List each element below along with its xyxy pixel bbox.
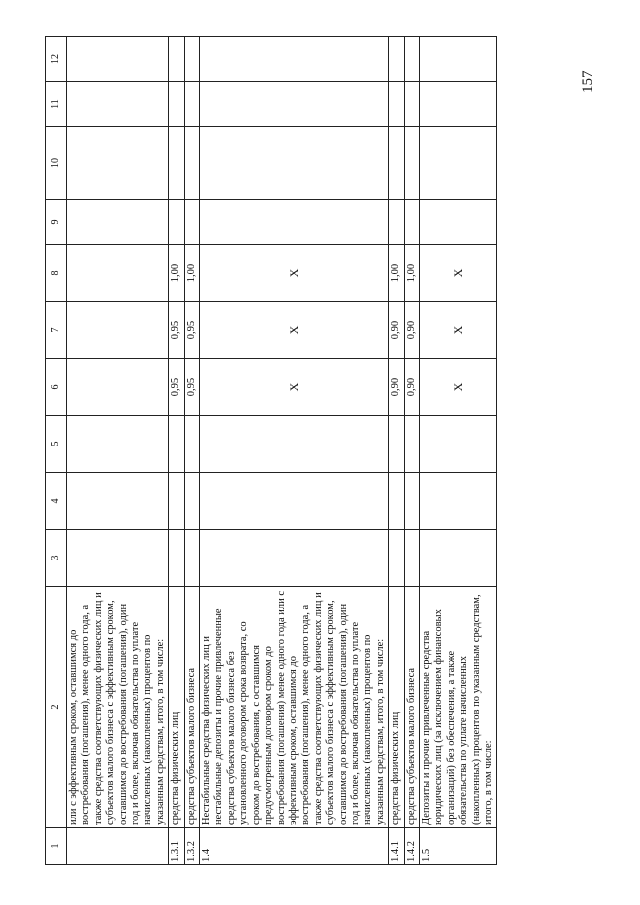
row-number	[67, 828, 169, 865]
header-col-11: 11	[46, 82, 67, 127]
row-col-6	[67, 359, 169, 416]
row-col-6: 0,95	[169, 359, 184, 416]
header-col-7: 7	[46, 302, 67, 359]
rotated-page	[45, 35, 605, 865]
header-col-1: 1	[46, 828, 67, 865]
row-description: средства физических лиц	[389, 587, 404, 828]
header-col-6: 6	[46, 359, 67, 416]
row-col-7: X	[200, 302, 389, 359]
row-col-8: 1,00	[404, 245, 419, 302]
row-number: 1.4.1	[389, 828, 404, 865]
row-col-7: 0,95	[184, 302, 199, 359]
row-col-8: 1,00	[389, 245, 404, 302]
header-col-2: 2	[46, 587, 67, 828]
row-number: 1.4.2	[404, 828, 419, 865]
row-number: 1.5	[419, 828, 496, 865]
row-description: или с эффективным сроком, оставшимся до востребования (погашения), менее одного года, а также средства соответствующих физических лиц и субъектов малого бизнеса с эффективным сроком, оставшимся до востребования (погашения), один год и более, включая обязательства по уплате начисленных (накопленных) процентов по указанным средствам, итого, в том числе:	[67, 587, 169, 828]
row-col-6: 0,90	[404, 359, 419, 416]
row-col-7	[67, 302, 169, 359]
row-col-8: 1,00	[184, 245, 199, 302]
header-col-8: 8	[46, 245, 67, 302]
row-description: средства физических лиц	[169, 587, 184, 828]
row-number: 1.3.2	[184, 828, 199, 865]
table-row	[419, 37, 496, 865]
table-row	[169, 37, 184, 865]
row-description: Депозиты и прочие привлеченные средства юридических лиц (за исключением финансовых организаций) без обеспечения, а также обязательства по уплате начисленных (накопленных) процентов по указанным средствам, итого, в том числе:	[419, 587, 496, 828]
row-description: средства субъектов малого бизнеса	[184, 587, 199, 828]
row-number: 1.4	[200, 828, 389, 865]
row-col-6: X	[200, 359, 389, 416]
row-col-7: 0,90	[404, 302, 419, 359]
table-row	[184, 37, 199, 865]
row-col-6: 0,90	[389, 359, 404, 416]
table-row	[404, 37, 419, 865]
table-row	[200, 37, 389, 865]
header-col-4: 4	[46, 473, 67, 530]
row-col-8: 1,00	[169, 245, 184, 302]
table-row	[389, 37, 404, 865]
header-col-3: 3	[46, 530, 67, 587]
row-col-8: X	[419, 245, 496, 302]
row-col-8	[67, 245, 169, 302]
row-col-7: 0,90	[389, 302, 404, 359]
row-col-7: X	[419, 302, 496, 359]
liquidity-table	[45, 36, 497, 865]
row-col-8: X	[200, 245, 389, 302]
row-number: 1.3.1	[169, 828, 184, 865]
row-description: Нестабильные средства физических лиц и нестабильные депозиты и прочие привлеченные средства субъектов малого бизнеса без установленного договором срока возврата, со сроком до востребования, с оставшимся предусмотренным договором сроком до востребования (погашения) менее одного года или с эффективным сроком, оставшимся до востребования (погашения), менее одного года, а также средства соответствующих физических лиц и субъектов малого бизнеса с эффективным сроком, оставшимся до востребования (погашения), один год и более, включая обязательства по уплате начисленных (накопленных) процентов по указанным средствам, итого, в том числе:	[200, 587, 389, 828]
header-row	[46, 37, 67, 865]
header-col-10: 10	[46, 127, 67, 200]
row-col-6: 0,95	[184, 359, 199, 416]
page-number: 157	[580, 70, 596, 93]
row-col-7: 0,95	[169, 302, 184, 359]
header-col-5: 5	[46, 416, 67, 473]
table-row	[67, 37, 169, 865]
row-col-6: X	[419, 359, 496, 416]
header-col-12: 12	[46, 37, 67, 82]
row-description: средства субъектов малого бизнеса	[404, 587, 419, 828]
header-col-9: 9	[46, 200, 67, 245]
